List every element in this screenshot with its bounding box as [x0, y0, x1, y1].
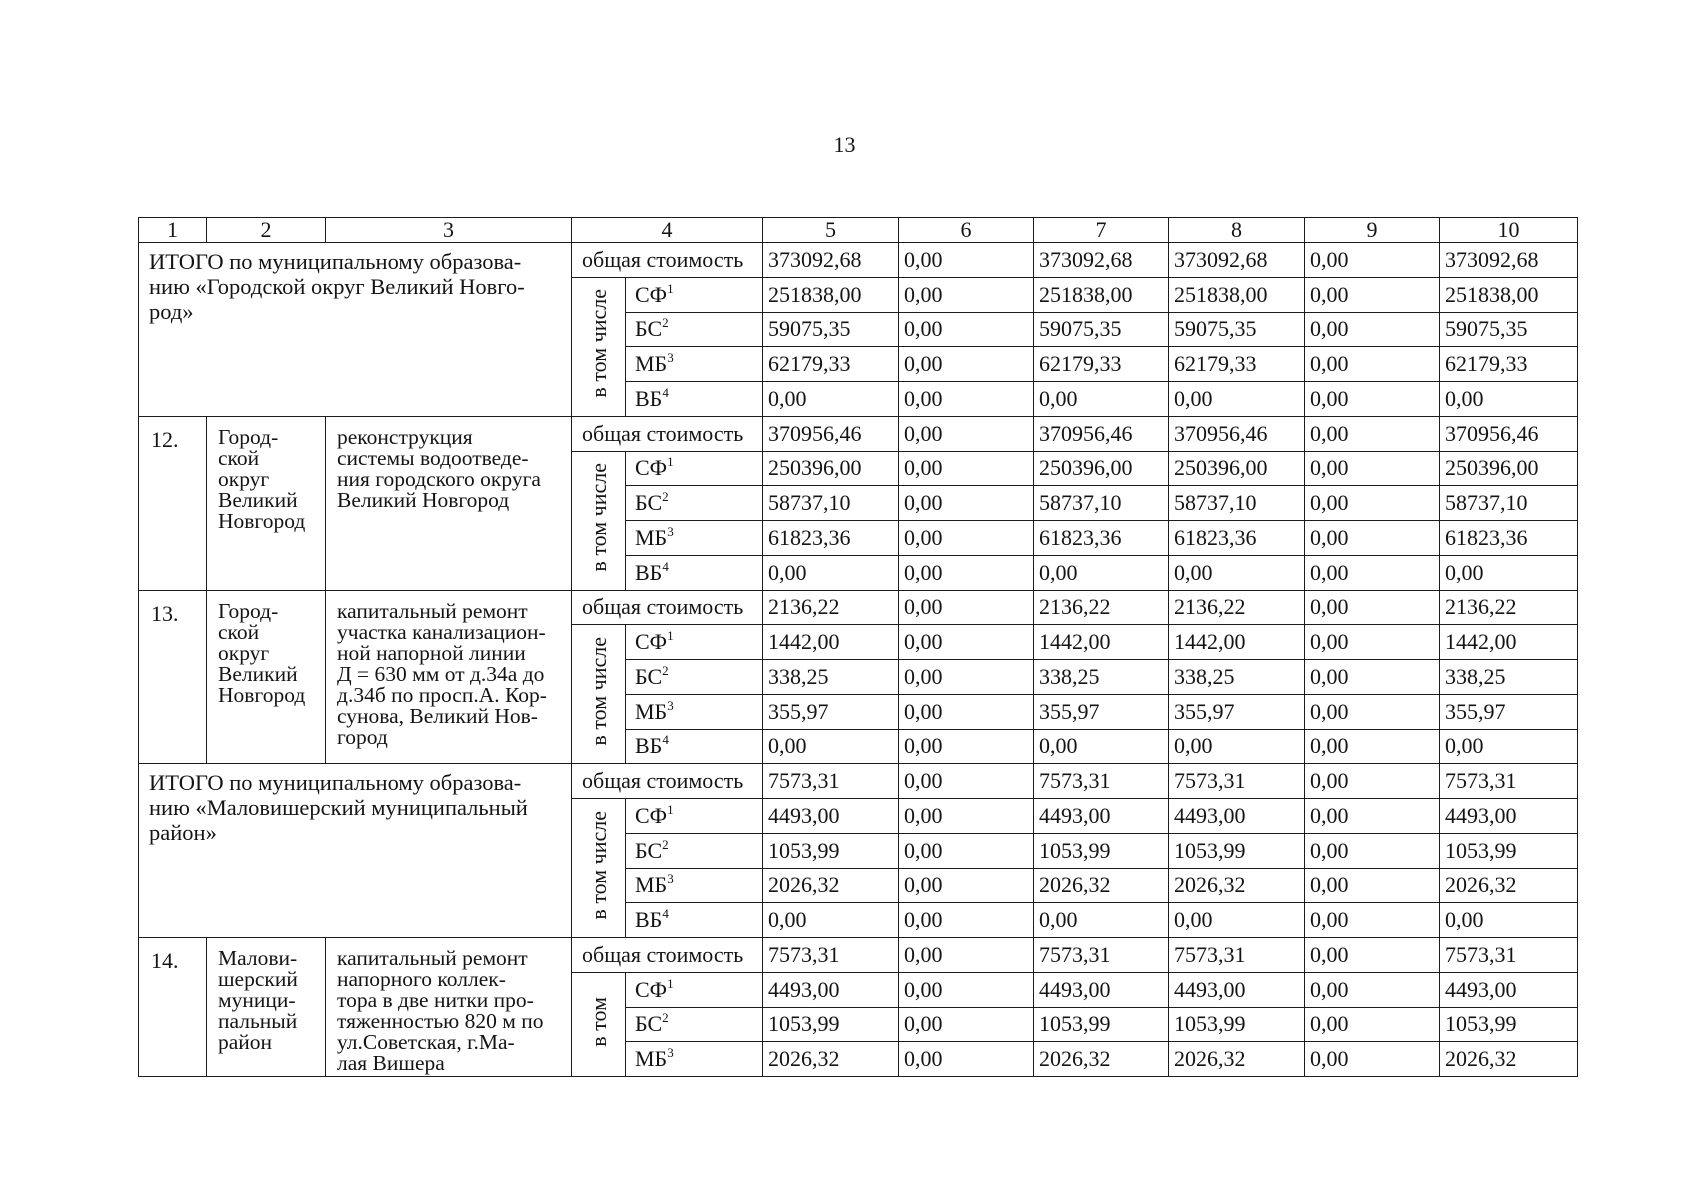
value-cell-col-9: 0,00 [1305, 521, 1440, 556]
subtotal-title-line: нию «Городской округ Великий Новго- [149, 274, 525, 299]
value-cell-col-5: 355,97 [763, 694, 899, 729]
total-cost-label: общая стоимость [572, 590, 763, 625]
funding-source-code: БС [635, 490, 663, 516]
document-table [138, 217, 1578, 1077]
value-cell-col-10: 2026,32 [1440, 868, 1578, 903]
including-label: в том числе [585, 810, 611, 920]
subtotal-title-line: род» [149, 299, 194, 324]
value-cell-col-9: 0,00 [1305, 694, 1440, 729]
footnote-mark: 1 [667, 628, 674, 644]
value-cell-col-7: 1053,99 [1034, 833, 1169, 868]
value-cell-col-7: 2026,32 [1034, 868, 1169, 903]
project-description [326, 590, 572, 764]
value-cell-col-9: 0,00 [1305, 799, 1440, 834]
funding-source [626, 972, 763, 1007]
value-cell-col-6: 0,00 [899, 486, 1034, 521]
column-number-header: 9 [1305, 218, 1440, 243]
funding-source [626, 903, 763, 938]
funding-source-code: МБ [635, 524, 668, 550]
description-line: ной напорной линии [337, 640, 526, 665]
funding-source [626, 1042, 763, 1077]
funding-source [626, 833, 763, 868]
value-cell-col-5: 2026,32 [763, 868, 899, 903]
value-cell-col-10: 370956,46 [1440, 416, 1578, 451]
footnote-mark: 2 [662, 489, 669, 505]
value-cell-col-8: 2026,32 [1169, 1042, 1305, 1077]
value-cell-col-9: 0,00 [1305, 382, 1440, 417]
value-cell-col-5: 7573,31 [763, 938, 899, 973]
value-cell-col-7: 251838,00 [1034, 277, 1169, 312]
value-cell-col-5: 2136,22 [763, 590, 899, 625]
description-line: город [337, 724, 388, 749]
funding-source [626, 382, 763, 417]
municipality-line: Великий [218, 661, 298, 686]
value-cell-col-10: 4493,00 [1440, 799, 1578, 834]
value-cell-col-9: 0,00 [1305, 972, 1440, 1007]
funding-source [626, 451, 763, 486]
value-cell-col-9: 0,00 [1305, 1042, 1440, 1077]
municipality [207, 416, 326, 590]
value-cell-col-7: 61823,36 [1034, 521, 1169, 556]
funding-source-code: МБ [635, 351, 668, 377]
value-cell-col-5: 58737,10 [763, 486, 899, 521]
footnote-mark: 3 [667, 523, 674, 539]
value-cell-col-9: 0,00 [1305, 277, 1440, 312]
value-cell-col-9: 0,00 [1305, 486, 1440, 521]
column-number-header: 3 [326, 218, 572, 243]
description-line: реконструкция [337, 424, 473, 449]
value-cell-col-6: 0,00 [899, 1007, 1034, 1042]
column-number-header: 8 [1169, 218, 1305, 243]
value-cell-col-5: 370956,46 [763, 416, 899, 451]
value-cell-col-8: 1053,99 [1169, 1007, 1305, 1042]
value-cell-col-10: 58737,10 [1440, 486, 1578, 521]
value-cell-col-10: 4493,00 [1440, 972, 1578, 1007]
value-cell-col-5: 1442,00 [763, 625, 899, 660]
value-cell-col-7: 338,25 [1034, 660, 1169, 695]
value-cell-col-6: 0,00 [899, 590, 1034, 625]
project-description [326, 938, 572, 1077]
value-cell-col-7: 4493,00 [1034, 972, 1169, 1007]
value-cell-col-7: 58737,10 [1034, 486, 1169, 521]
subtotal-title [139, 243, 572, 417]
value-cell-col-9: 0,00 [1305, 555, 1440, 590]
value-cell-col-5: 4493,00 [763, 972, 899, 1007]
funding-source-code: СФ [635, 629, 668, 655]
value-cell-col-8: 250396,00 [1169, 451, 1305, 486]
value-cell-col-9: 0,00 [1305, 729, 1440, 764]
value-cell-col-8: 0,00 [1169, 903, 1305, 938]
subtotal-title [139, 764, 572, 938]
value-cell-col-8: 0,00 [1169, 555, 1305, 590]
value-cell-col-9: 0,00 [1305, 764, 1440, 799]
funding-source-code: МБ [635, 872, 668, 898]
value-cell-col-8: 58737,10 [1169, 486, 1305, 521]
funding-source [626, 312, 763, 347]
value-cell-col-7: 7573,31 [1034, 938, 1169, 973]
value-cell-col-7: 1053,99 [1034, 1007, 1169, 1042]
project-row [139, 590, 1578, 625]
value-cell-col-7: 4493,00 [1034, 799, 1169, 834]
footnote-mark: 4 [662, 732, 669, 748]
funding-source-code: МБ [635, 1046, 668, 1072]
value-cell-col-5: 0,00 [763, 903, 899, 938]
value-cell-col-8: 370956,46 [1169, 416, 1305, 451]
value-cell-col-8: 355,97 [1169, 694, 1305, 729]
including-label: в том числе [585, 463, 611, 572]
footnote-mark: 3 [667, 871, 674, 887]
column-number-header: 6 [899, 218, 1034, 243]
municipality-line: Город- [218, 598, 279, 623]
value-cell-col-6: 0,00 [899, 382, 1034, 417]
footnote-mark: 2 [662, 662, 669, 678]
project-description [326, 416, 572, 590]
value-cell-col-10: 61823,36 [1440, 521, 1578, 556]
value-cell-col-10: 62179,33 [1440, 347, 1578, 382]
value-cell-col-10: 2026,32 [1440, 1042, 1578, 1077]
municipality-line: Город- [218, 424, 279, 449]
value-cell-col-9: 0,00 [1305, 903, 1440, 938]
description-line: системы водоотведе- [337, 445, 529, 470]
value-cell-col-7: 373092,68 [1034, 243, 1169, 278]
footnote-mark: 4 [662, 384, 669, 400]
value-cell-col-8: 1053,99 [1169, 833, 1305, 868]
value-cell-col-5: 0,00 [763, 382, 899, 417]
funding-source [626, 694, 763, 729]
description-line: напорного коллек- [337, 967, 506, 991]
including-group [572, 625, 626, 764]
value-cell-col-5: 1053,99 [763, 1007, 899, 1042]
value-cell-col-6: 0,00 [899, 694, 1034, 729]
value-cell-col-7: 62179,33 [1034, 347, 1169, 382]
subtotal-title-line: нию «Маловишерский муниципальный [149, 795, 528, 821]
value-cell-col-6: 0,00 [899, 347, 1034, 382]
description-line: тяженностью 820 м по [337, 1009, 544, 1033]
value-cell-col-6: 0,00 [899, 1042, 1034, 1077]
value-cell-col-6: 0,00 [899, 972, 1034, 1007]
value-cell-col-7: 2136,22 [1034, 590, 1169, 625]
value-cell-col-6: 0,00 [899, 938, 1034, 973]
value-cell-col-6: 0,00 [899, 277, 1034, 312]
description-line: сунова, Великий Нов- [337, 703, 538, 728]
funding-source-code: БС [635, 837, 663, 863]
value-cell-col-7: 59075,35 [1034, 312, 1169, 347]
project-number: 13. [139, 590, 207, 764]
value-cell-col-8: 2026,32 [1169, 868, 1305, 903]
funding-source [626, 729, 763, 764]
value-cell-col-9: 0,00 [1305, 938, 1440, 973]
value-cell-col-7: 370956,46 [1034, 416, 1169, 451]
municipality-line: округ [218, 466, 270, 491]
footnote-mark: 2 [662, 1010, 669, 1026]
value-cell-col-10: 1053,99 [1440, 1007, 1578, 1042]
value-cell-col-10: 2136,22 [1440, 590, 1578, 625]
municipality-line: шерский [218, 967, 298, 991]
funding-source [626, 347, 763, 382]
funding-source-code: СФ [635, 281, 668, 307]
value-cell-col-10: 0,00 [1440, 729, 1578, 764]
total-cost-label: общая стоимость [572, 764, 763, 799]
description-line: участка канализацион- [337, 619, 546, 644]
value-cell-col-7: 0,00 [1034, 729, 1169, 764]
footnote-mark: 3 [667, 697, 674, 713]
value-cell-col-5: 338,25 [763, 660, 899, 695]
project-number: 14. [139, 938, 207, 1077]
subtotal-row [139, 764, 1578, 799]
subtotal-row [139, 243, 1578, 278]
value-cell-col-5: 373092,68 [763, 243, 899, 278]
column-number-header: 1 [139, 218, 207, 243]
value-cell-col-7: 0,00 [1034, 555, 1169, 590]
description-line: ния городского округа [337, 466, 541, 491]
table-body [139, 243, 1578, 1077]
value-cell-col-8: 338,25 [1169, 660, 1305, 695]
value-cell-col-5: 250396,00 [763, 451, 899, 486]
value-cell-col-9: 0,00 [1305, 590, 1440, 625]
value-cell-col-9: 0,00 [1305, 416, 1440, 451]
including-label: в том [585, 996, 611, 1047]
value-cell-col-8: 4493,00 [1169, 972, 1305, 1007]
municipality-line: округ [218, 640, 270, 665]
footnote-mark: 3 [667, 350, 674, 366]
value-cell-col-10: 0,00 [1440, 903, 1578, 938]
total-cost-label: общая стоимость [572, 416, 763, 451]
value-cell-col-6: 0,00 [899, 243, 1034, 278]
value-cell-col-10: 7573,31 [1440, 764, 1578, 799]
column-number-header: 10 [1440, 218, 1578, 243]
value-cell-col-9: 0,00 [1305, 243, 1440, 278]
page-number: 13 [833, 132, 856, 157]
value-cell-col-8: 4493,00 [1169, 799, 1305, 834]
value-cell-col-10: 373092,68 [1440, 243, 1578, 278]
funding-source [626, 625, 763, 660]
funding-source-code: ВБ [635, 907, 663, 933]
funding-source-code: МБ [635, 698, 668, 724]
project-row [139, 938, 1578, 973]
value-cell-col-10: 1053,99 [1440, 833, 1578, 868]
value-cell-col-8: 61823,36 [1169, 521, 1305, 556]
funding-source-code: БС [635, 1011, 663, 1037]
municipality-line: Новгород [218, 508, 306, 533]
municipality-line: район [218, 1030, 273, 1054]
value-cell-col-10: 251838,00 [1440, 277, 1578, 312]
funding-source-code: БС [635, 316, 663, 342]
value-cell-col-5: 59075,35 [763, 312, 899, 347]
municipality-line: Малови- [218, 946, 298, 970]
value-cell-col-6: 0,00 [899, 729, 1034, 764]
municipality-line: Новгород [218, 682, 306, 707]
value-cell-col-8: 251838,00 [1169, 277, 1305, 312]
footnote-mark: 1 [667, 280, 674, 296]
description-line: ул.Советская, г.Ма- [337, 1030, 515, 1054]
value-cell-col-6: 0,00 [899, 903, 1034, 938]
including-group [572, 277, 626, 416]
footnote-mark: 4 [662, 558, 669, 574]
value-cell-col-6: 0,00 [899, 416, 1034, 451]
value-cell-col-9: 0,00 [1305, 660, 1440, 695]
value-cell-col-5: 0,00 [763, 555, 899, 590]
municipality-line: пальный [218, 1009, 298, 1033]
value-cell-col-9: 0,00 [1305, 868, 1440, 903]
value-cell-col-6: 0,00 [899, 833, 1034, 868]
footnote-mark: 2 [662, 315, 669, 331]
column-number-header: 7 [1034, 218, 1169, 243]
funding-source [626, 799, 763, 834]
value-cell-col-5: 1053,99 [763, 833, 899, 868]
value-cell-col-10: 1442,00 [1440, 625, 1578, 660]
total-cost-label: общая стоимость [572, 938, 763, 973]
total-cost-label: общая стоимость [572, 243, 763, 278]
funding-source [626, 521, 763, 556]
value-cell-col-5: 251838,00 [763, 277, 899, 312]
footnote-mark: 1 [667, 801, 674, 817]
subtotal-title-line: ИТОГО по муниципальному образова- [149, 770, 522, 796]
description-line: Великий Новгород [337, 487, 510, 512]
value-cell-col-10: 338,25 [1440, 660, 1578, 695]
value-cell-col-9: 0,00 [1305, 312, 1440, 347]
value-cell-col-7: 0,00 [1034, 382, 1169, 417]
value-cell-col-5: 0,00 [763, 729, 899, 764]
description-line: тора в две нитки про- [337, 988, 534, 1012]
including-group [572, 451, 626, 590]
municipality-line: Великий [218, 487, 298, 512]
subtotal-title-line: ИТОГО по муниципальному образова- [149, 249, 522, 274]
value-cell-col-6: 0,00 [899, 521, 1034, 556]
value-cell-col-5: 61823,36 [763, 521, 899, 556]
value-cell-col-10: 355,97 [1440, 694, 1578, 729]
municipality-line: ской [218, 445, 260, 470]
value-cell-col-5: 7573,31 [763, 764, 899, 799]
value-cell-col-6: 0,00 [899, 555, 1034, 590]
funding-source-code: ВБ [635, 733, 663, 759]
value-cell-col-8: 2136,22 [1169, 590, 1305, 625]
funding-source [626, 868, 763, 903]
funding-source-code: СФ [635, 976, 668, 1002]
value-cell-col-6: 0,00 [899, 451, 1034, 486]
funding-source-code: СФ [635, 802, 668, 828]
value-cell-col-8: 1442,00 [1169, 625, 1305, 660]
value-cell-col-9: 0,00 [1305, 625, 1440, 660]
column-number-header: 2 [207, 218, 326, 243]
value-cell-col-6: 0,00 [899, 764, 1034, 799]
value-cell-col-10: 59075,35 [1440, 312, 1578, 347]
value-cell-col-7: 1442,00 [1034, 625, 1169, 660]
value-cell-col-6: 0,00 [899, 660, 1034, 695]
table-header [139, 218, 1578, 243]
value-cell-col-7: 355,97 [1034, 694, 1169, 729]
value-cell-col-7: 0,00 [1034, 903, 1169, 938]
funding-source-code: ВБ [635, 385, 663, 411]
funding-source-code: БС [635, 663, 663, 689]
municipality-line: ской [218, 619, 260, 644]
footnote-mark: 4 [662, 906, 669, 922]
value-cell-col-6: 0,00 [899, 799, 1034, 834]
funding-source [626, 1007, 763, 1042]
value-cell-col-8: 7573,31 [1169, 938, 1305, 973]
value-cell-col-6: 0,00 [899, 868, 1034, 903]
including-group [572, 972, 626, 1076]
description-line: капитальный ремонт [337, 946, 528, 970]
value-cell-col-8: 62179,33 [1169, 347, 1305, 382]
project-number: 12. [139, 416, 207, 590]
value-cell-col-7: 250396,00 [1034, 451, 1169, 486]
header-row [139, 218, 1578, 243]
value-cell-col-8: 7573,31 [1169, 764, 1305, 799]
value-cell-col-7: 7573,31 [1034, 764, 1169, 799]
value-cell-col-9: 0,00 [1305, 347, 1440, 382]
value-cell-col-10: 7573,31 [1440, 938, 1578, 973]
project-row [139, 416, 1578, 451]
column-number-header: 4 [572, 218, 763, 243]
value-cell-col-6: 0,00 [899, 312, 1034, 347]
value-cell-col-10: 0,00 [1440, 382, 1578, 417]
column-number-header: 5 [763, 218, 899, 243]
value-cell-col-8: 59075,35 [1169, 312, 1305, 347]
value-cell-col-9: 0,00 [1305, 1007, 1440, 1042]
value-cell-col-8: 0,00 [1169, 729, 1305, 764]
value-cell-col-10: 0,00 [1440, 555, 1578, 590]
value-cell-col-5: 4493,00 [763, 799, 899, 834]
description-line: Д = 630 мм от д.34а до [337, 661, 545, 686]
funding-source-code: СФ [635, 455, 668, 481]
value-cell-col-5: 62179,33 [763, 347, 899, 382]
footnote-mark: 1 [667, 454, 674, 470]
description-line: лая Вишера [337, 1051, 445, 1075]
including-group [572, 799, 626, 938]
value-cell-col-9: 0,00 [1305, 833, 1440, 868]
footnote-mark: 1 [667, 975, 674, 991]
subtotal-title-line: район» [149, 820, 217, 846]
funding-source-code: ВБ [635, 559, 663, 585]
value-cell-col-6: 0,00 [899, 625, 1034, 660]
footnote-mark: 2 [662, 836, 669, 852]
value-cell-col-8: 373092,68 [1169, 243, 1305, 278]
including-label: в том числе [585, 636, 611, 746]
value-cell-col-8: 0,00 [1169, 382, 1305, 417]
funding-source [626, 660, 763, 695]
description-line: д.34б по просп.А. Кор- [337, 682, 547, 707]
funding-source [626, 277, 763, 312]
description-line: капитальный ремонт [337, 598, 528, 623]
value-cell-col-9: 0,00 [1305, 451, 1440, 486]
municipality [207, 590, 326, 764]
including-label: в том числе [585, 289, 611, 399]
municipality-line: муници- [218, 988, 296, 1012]
footnote-mark: 3 [667, 1045, 674, 1061]
value-cell-col-10: 250396,00 [1440, 451, 1578, 486]
funding-source [626, 486, 763, 521]
funding-source [626, 555, 763, 590]
municipality [207, 938, 326, 1077]
value-cell-col-7: 2026,32 [1034, 1042, 1169, 1077]
value-cell-col-5: 2026,32 [763, 1042, 899, 1077]
